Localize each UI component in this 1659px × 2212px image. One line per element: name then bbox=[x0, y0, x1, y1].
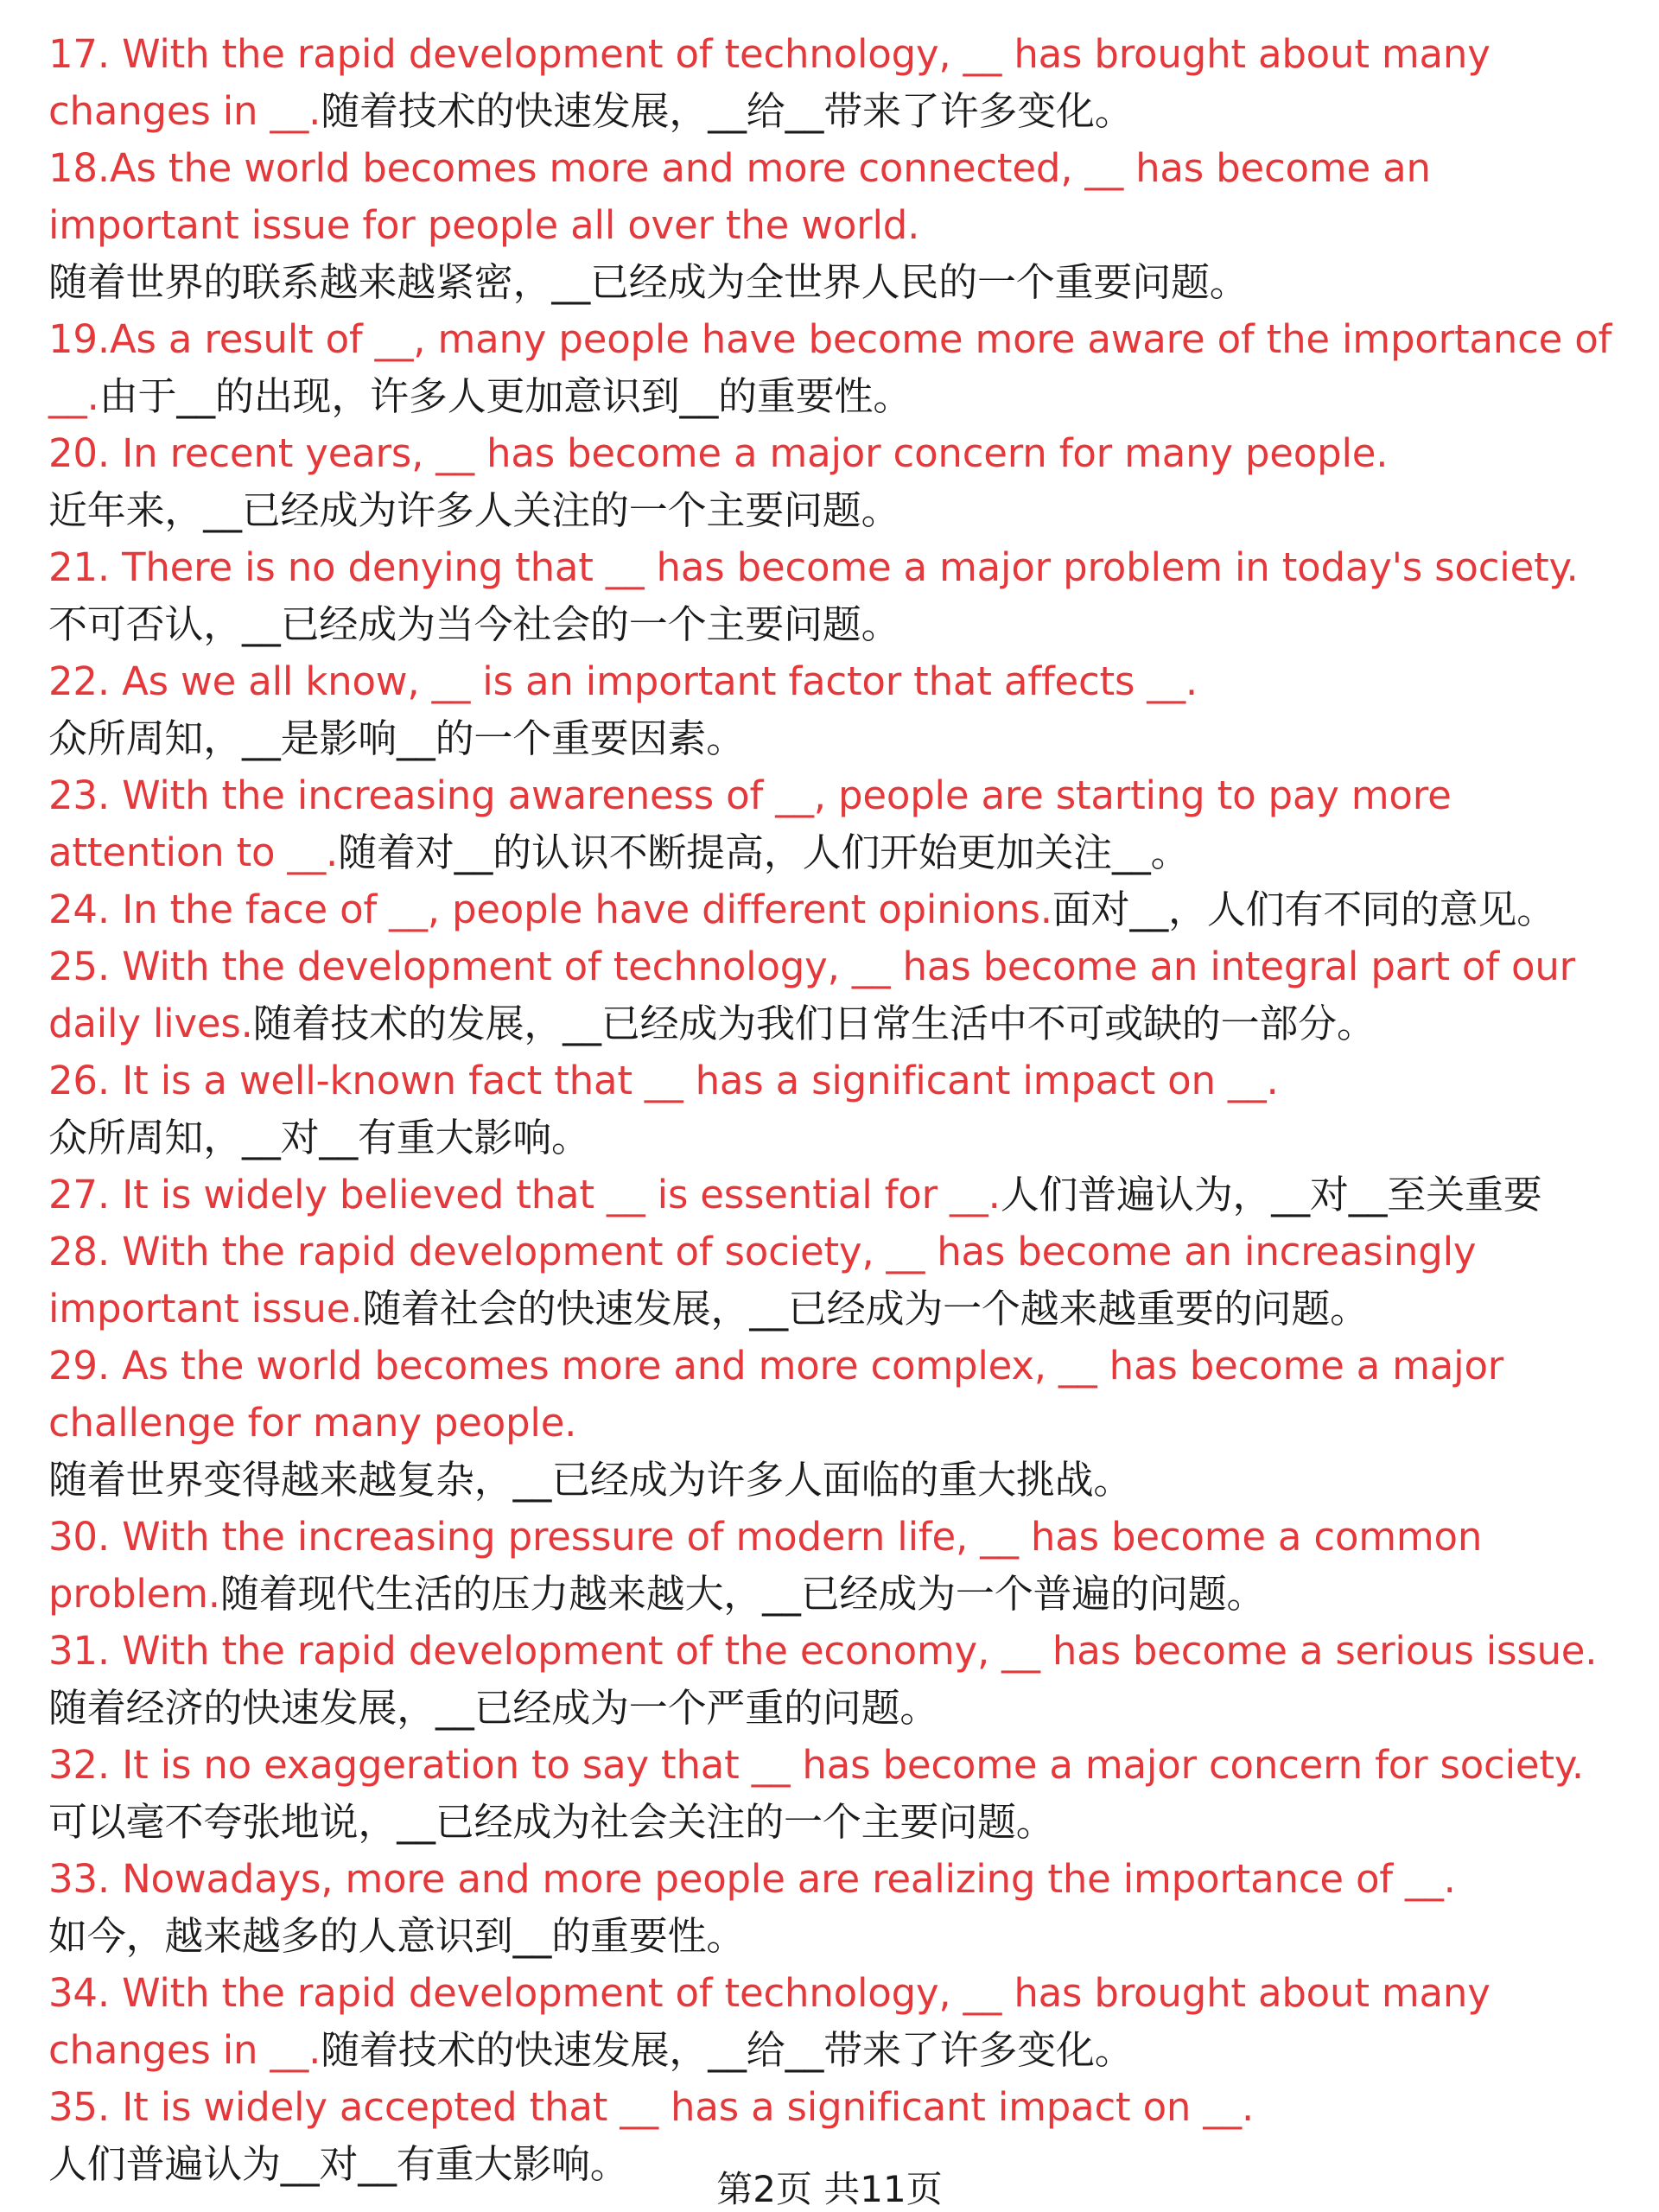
english-phrase: 19.As a result of __, many people have become more aware of the importance of bbox=[48, 316, 1612, 362]
chinese-translation: 随着社会的快速发展，__已经成为一个越来越重要的问题。 bbox=[362, 1286, 1369, 1332]
text-line bbox=[48, 2079, 1630, 2136]
phrase-entry-26 bbox=[48, 1052, 1630, 1166]
text-line bbox=[48, 1566, 1630, 1623]
text-line bbox=[48, 710, 1630, 767]
text-line bbox=[48, 1965, 1630, 2022]
english-phrase: important issue. bbox=[48, 1286, 363, 1332]
text-line bbox=[48, 1166, 1630, 1224]
text-line bbox=[48, 539, 1630, 596]
phrase-entry-17 bbox=[48, 26, 1630, 140]
text-line bbox=[48, 254, 1630, 311]
phrase-entry-29 bbox=[48, 1338, 1630, 1509]
text-line bbox=[48, 1395, 1630, 1452]
english-phrase: challenge for many people. bbox=[48, 1400, 577, 1446]
chinese-translation: 随着技术的快速发展，__给__带来了许多变化。 bbox=[321, 88, 1134, 134]
english-phrase: 23. With the increasing awareness of __, people are starting to pay more bbox=[48, 772, 1452, 818]
text-line bbox=[48, 1794, 1630, 1851]
english-phrase: changes in __. bbox=[48, 88, 321, 134]
text-line bbox=[48, 26, 1630, 83]
text-line bbox=[48, 2022, 1630, 2079]
text-line bbox=[48, 1509, 1630, 1566]
english-phrase: 29. As the world becomes more and more complex, __ has become a major bbox=[48, 1343, 1504, 1389]
english-phrase: 34. With the rapid development of technology, __ has brought about many bbox=[48, 1970, 1491, 2016]
phrase-entry-19 bbox=[48, 311, 1630, 425]
phrase-entry-34 bbox=[48, 1965, 1630, 2079]
english-phrase: 24. In the face of __, people have different opinions. bbox=[48, 887, 1052, 932]
text-line bbox=[48, 83, 1630, 140]
phrase-entry-21 bbox=[48, 539, 1630, 653]
document-body bbox=[48, 26, 1630, 2193]
english-phrase: 21. There is no denying that __ has become a major problem in today's society. bbox=[48, 544, 1579, 590]
text-line bbox=[48, 938, 1630, 995]
text-line bbox=[48, 767, 1630, 824]
text-line bbox=[48, 995, 1630, 1052]
chinese-translation: 随着世界的联系越来越紧密，__已经成为全世界人民的一个重要问题。 bbox=[48, 259, 1249, 305]
text-line bbox=[48, 1623, 1630, 1680]
english-phrase: 30. With the increasing pressure of modern life, __ has become a common bbox=[48, 1514, 1483, 1560]
text-line bbox=[48, 653, 1630, 710]
english-phrase: 25. With the development of technology, __ has become an integral part of our bbox=[48, 944, 1575, 989]
phrase-entry-33 bbox=[48, 1851, 1630, 1965]
text-line bbox=[48, 1109, 1630, 1166]
text-line bbox=[48, 140, 1630, 197]
english-phrase: 22. As we all know, __ is an important factor that affects __. bbox=[48, 658, 1198, 704]
chinese-translation: 众所周知，__是影响__的一个重要因素。 bbox=[48, 715, 746, 761]
chinese-translation: 随着世界变得越来越复杂，__已经成为许多人面临的重大挑战。 bbox=[48, 1457, 1133, 1503]
chinese-translation: 随着现代生活的压力越来越大，__已经成为一个普遍的问题。 bbox=[219, 1571, 1266, 1617]
text-line bbox=[48, 1281, 1630, 1338]
english-phrase: 20. In recent years, __ has become a major concern for many people. bbox=[48, 430, 1389, 476]
text-line bbox=[48, 368, 1630, 425]
chinese-translation: 不可否认，__已经成为当今社会的一个主要问题。 bbox=[48, 601, 900, 647]
chinese-translation: 如今，越来越多的人意识到__的重要性。 bbox=[48, 1913, 746, 1959]
chinese-translation: 随着对__的认识不断提高，人们开始更加关注__。 bbox=[338, 830, 1190, 875]
phrase-entry-27 bbox=[48, 1166, 1630, 1224]
phrase-entry-30 bbox=[48, 1509, 1630, 1623]
phrase-entry-20 bbox=[48, 425, 1630, 539]
chinese-translation: 人们普遍认为__对__有重大影响。 bbox=[48, 2141, 629, 2187]
english-phrase: 26. It is a well-known fact that __ has a significant impact on __. bbox=[48, 1058, 1279, 1103]
chinese-translation: 人们普遍认为，__对__至关重要 bbox=[1000, 1172, 1542, 1217]
text-line bbox=[48, 1052, 1630, 1109]
page-indicator: 第2页 共11页 bbox=[716, 2168, 943, 2210]
english-phrase: 27. It is widely believed that __ is essential for __. bbox=[48, 1172, 1001, 1217]
english-phrase: problem. bbox=[48, 1571, 220, 1617]
english-phrase: 17. With the rapid development of technology, __ has brought about many bbox=[48, 31, 1491, 77]
text-line bbox=[48, 1224, 1630, 1281]
text-line bbox=[48, 482, 1630, 539]
text-line bbox=[48, 1338, 1630, 1395]
english-phrase: daily lives. bbox=[48, 1001, 253, 1046]
chinese-translation: 随着技术的发展，__已经成为我们日常生活中不可或缺的一部分。 bbox=[252, 1001, 1376, 1046]
text-line bbox=[48, 1851, 1630, 1908]
text-line bbox=[48, 824, 1630, 881]
phrase-entry-28 bbox=[48, 1224, 1630, 1338]
text-line bbox=[48, 596, 1630, 653]
english-phrase: __. bbox=[48, 373, 99, 419]
text-line bbox=[48, 425, 1630, 482]
english-phrase: changes in __. bbox=[48, 2027, 321, 2073]
text-line bbox=[48, 1680, 1630, 1737]
chinese-translation: 随着经济的快速发展，__已经成为一个严重的问题。 bbox=[48, 1685, 939, 1731]
english-phrase: important issue for people all over the world. bbox=[48, 202, 920, 248]
text-line bbox=[48, 881, 1630, 938]
phrase-entry-24 bbox=[48, 881, 1630, 938]
chinese-translation: 众所周知，__对__有重大影响。 bbox=[48, 1115, 590, 1160]
english-phrase: 35. It is widely accepted that __ has a significant impact on __. bbox=[48, 2084, 1255, 2130]
phrase-entry-31 bbox=[48, 1623, 1630, 1737]
english-phrase: 32. It is no exaggeration to say that __ has become a major concern for society. bbox=[48, 1742, 1584, 1788]
text-line bbox=[48, 1737, 1630, 1794]
chinese-translation: 由于__的出现，许多人更加意识到__的重要性。 bbox=[99, 373, 912, 419]
text-line bbox=[48, 1452, 1630, 1509]
english-phrase: 31. With the rapid development of the economy, __ has become a serious issue. bbox=[48, 1628, 1598, 1674]
text-line bbox=[48, 1908, 1630, 1965]
english-phrase: 28. With the rapid development of society, __ has become an increasingly bbox=[48, 1229, 1477, 1274]
english-phrase: 33. Nowadays, more and more people are realizing the importance of __. bbox=[48, 1856, 1456, 1902]
phrase-entry-32 bbox=[48, 1737, 1630, 1851]
phrase-entry-22 bbox=[48, 653, 1630, 767]
phrase-entry-23 bbox=[48, 767, 1630, 881]
english-phrase: 18.As the world becomes more and more connected, __ has become an bbox=[48, 145, 1431, 191]
phrase-entry-25 bbox=[48, 938, 1630, 1052]
phrase-entry-18 bbox=[48, 140, 1630, 311]
text-line bbox=[48, 197, 1630, 254]
chinese-translation: 近年来，__已经成为许多人关注的一个主要问题。 bbox=[48, 487, 900, 533]
chinese-translation: 可以毫不夸张地说，__已经成为社会关注的一个主要问题。 bbox=[48, 1799, 1055, 1845]
english-phrase: attention to __. bbox=[48, 830, 339, 875]
chinese-translation: 随着技术的快速发展，__给__带来了许多变化。 bbox=[321, 2027, 1134, 2073]
chinese-translation: 面对__，人们有不同的意见。 bbox=[1052, 887, 1556, 932]
text-line bbox=[48, 311, 1630, 368]
